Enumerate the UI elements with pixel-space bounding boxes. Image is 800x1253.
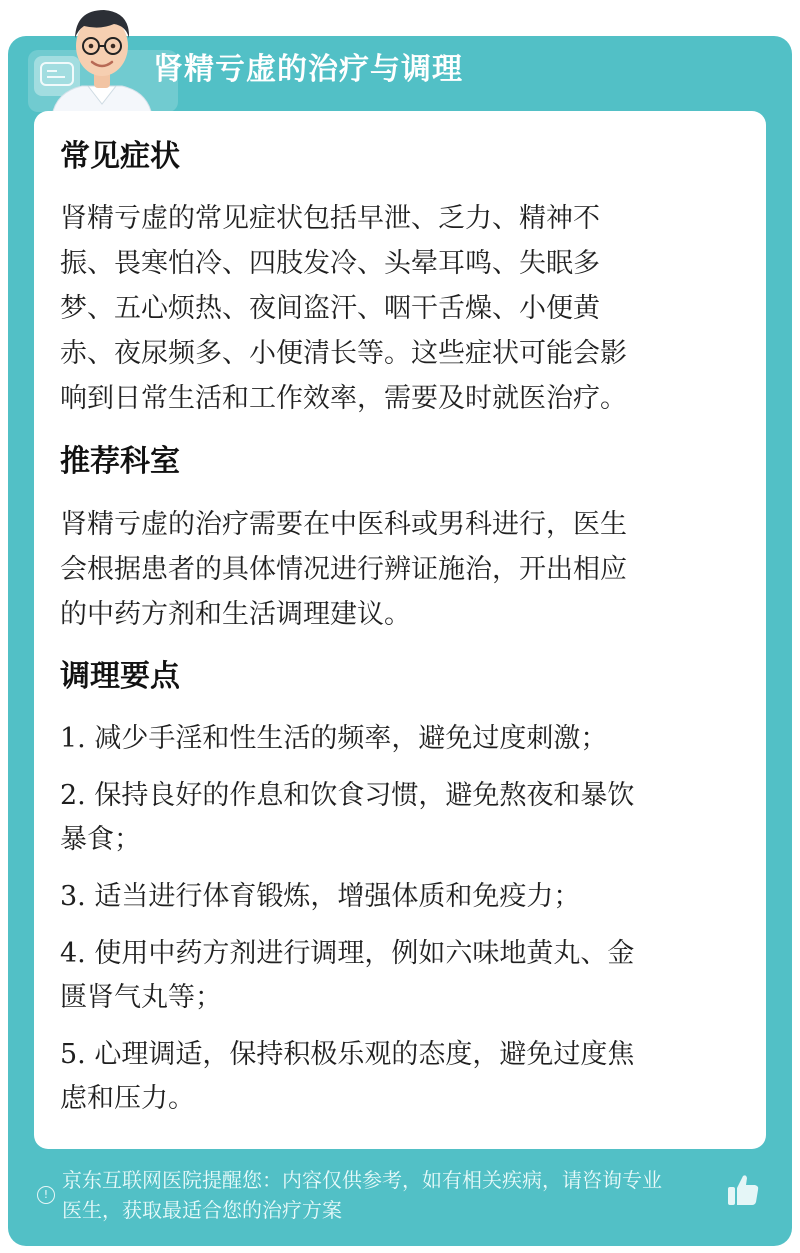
paragraph-line: 响到日常生活和工作效率，需要及时就医治疗。 xyxy=(60,383,627,414)
section-body xyxy=(60,502,730,637)
list-number: 4. xyxy=(60,938,86,969)
info-icon: ! xyxy=(37,1186,55,1204)
section-department xyxy=(60,442,730,637)
list-text: 适当进行体育锻炼，增强体质和免疫力； xyxy=(94,881,581,912)
disclaimer-line: 医生，获取最适合您的治疗方案 xyxy=(62,1198,342,1222)
list-text: 匮肾气丸等； xyxy=(60,982,222,1013)
section-title: 调理要点 xyxy=(60,659,180,694)
article-content xyxy=(60,111,730,1121)
paragraph-line: 赤、夜尿频多、小便清长等。这些症状可能会影 xyxy=(60,338,627,369)
list-text: 心理调适，保持积极乐观的态度，避免过度焦 xyxy=(94,1039,635,1070)
list-text: 保持良好的作息和饮食习惯，避免熬夜和暴饮 xyxy=(94,780,635,811)
section-symptoms xyxy=(60,111,730,421)
paragraph-line: 梦、五心烦热、夜间盗汗、咽干舌燥、小便黄 xyxy=(60,293,600,324)
list-text: 虑和压力。 xyxy=(60,1083,195,1114)
list-text: 使用中药方剂进行调理，例如六味地黄丸、金 xyxy=(94,938,635,969)
list-item xyxy=(60,875,730,919)
paragraph-line: 振、畏寒怕冷、四肢发冷、头晕耳鸣、失眠多 xyxy=(60,248,600,279)
list-item xyxy=(60,774,730,862)
section-title: 常见症状 xyxy=(60,139,180,174)
thumbs-up-icon[interactable] xyxy=(726,1172,760,1208)
doctor-avatar xyxy=(42,0,162,116)
section-conditioning xyxy=(60,657,730,1121)
paragraph-line: 肾精亏虚的治疗需要在中医科或男科进行，医生 xyxy=(60,509,627,540)
section-title: 推荐科室 xyxy=(60,444,180,479)
disclaimer-text xyxy=(62,1165,727,1225)
list-item xyxy=(60,932,730,1020)
list-text: 减少手淫和性生活的频率，避免过度刺激； xyxy=(94,723,608,754)
list-item xyxy=(60,1033,730,1121)
list-number: 3. xyxy=(60,881,86,912)
list-text: 暴食； xyxy=(60,824,141,855)
list-number: 1. xyxy=(60,723,86,754)
numbered-list xyxy=(60,717,730,1121)
list-number: 5. xyxy=(60,1039,86,1070)
list-item xyxy=(60,717,730,761)
page-title: 肾精亏虚的治疗与调理 xyxy=(153,52,463,87)
disclaimer-line: 京东互联网医院提醒您：内容仅供参考，如有相关疾病，请咨询专业 xyxy=(62,1168,662,1192)
paragraph-line: 的中药方剂和生活调理建议。 xyxy=(60,599,411,630)
list-number: 2. xyxy=(60,780,86,811)
paragraph-line: 肾精亏虚的常见症状包括早泄、乏力、精神不 xyxy=(60,203,600,234)
section-body xyxy=(60,196,730,421)
paragraph-line: 会根据患者的具体情况进行辨证施治，开出相应 xyxy=(60,554,627,585)
